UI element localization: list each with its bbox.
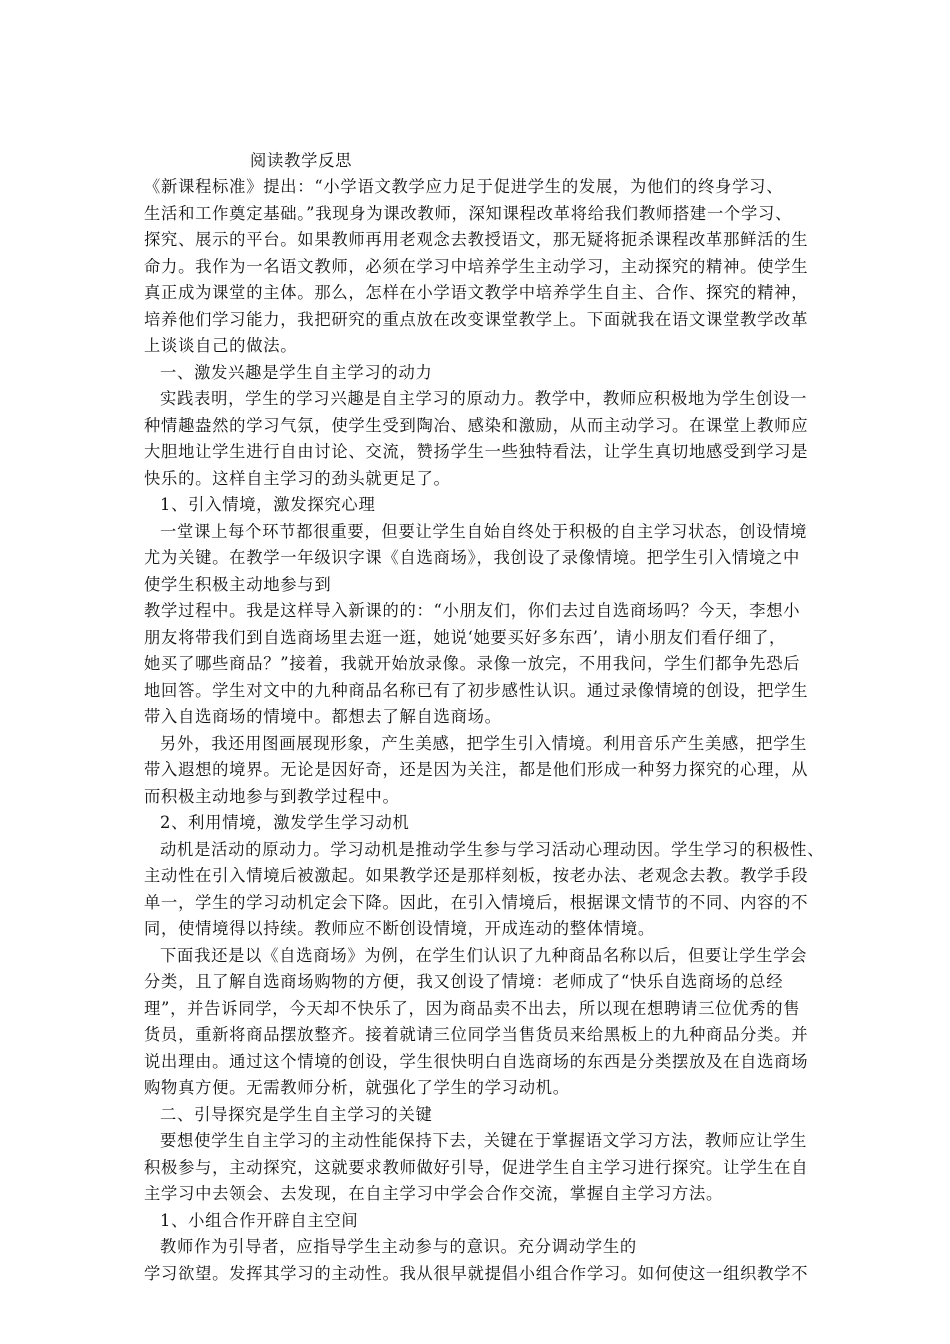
- paragraph-line: 带入自选商场的情境中。都想去了解自选商场。: [144, 707, 502, 726]
- paragraph-line: 学习欲望。发挥其学习的主动性。我从很早就提倡小组合作学习。如何使这一组织教学不: [144, 1264, 809, 1283]
- paragraph-line: 而积极主动地参与到教学过程中。: [144, 787, 400, 806]
- paragraph-line: 货员，重新将商品摆放整齐。接着就请三位同学当售货员来给黑板上的九种商品分类。并: [144, 1025, 809, 1044]
- paragraph-line: 一堂课上每个环节都很重要，但要让学生自始自终处于积极的自主学习状态，创设情境: [160, 522, 808, 541]
- paragraph-line: 要想使学生自主学习的主动性能保持下去，关键在于掌握语文学习方法，教师应让学生: [160, 1131, 808, 1150]
- paragraph-line: 尤为关键。在教学一年级识字课《自选商场》，我创设了录像情境。把学生引入情境之中: [144, 548, 801, 567]
- paragraph-line: 主动性在引入情境后被激起。如果教学还是那样刻板，按老办法、老观念去教。教学手段: [144, 866, 809, 885]
- paragraph-line: 真正成为课堂的主体。那么，怎样在小学语文教学中培养学生自主、合作、探究的精神，: [144, 283, 809, 302]
- paragraph-line: 理”，并告诉同学，今天却不快乐了，因为商品卖不出去，所以现在想聘请三位优秀的售: [144, 999, 801, 1018]
- paragraph-line: 使学生积极主动地参与到: [144, 575, 332, 594]
- paragraph-line: 积极参与，主动探究，这就要求教师做好引导，促进学生自主学习进行探究。让学生在自: [144, 1158, 809, 1177]
- paragraph-line: 上谈谈自己的做法。: [144, 336, 298, 355]
- paragraph-line: 单一，学生的学习动机定会下降。因此，在引入情境后，根据课文情节的不同、内容的不: [144, 893, 809, 912]
- subsection-heading: 2、利用情境，激发学生学习动机: [160, 813, 410, 832]
- subsection-heading: 1、小组合作开辟自主空间: [160, 1211, 359, 1230]
- paragraph-line: 种情趣盎然的学习气氛，使学生受到陶冶、感染和激励，从而主动学习。在课堂上教师应: [144, 416, 809, 435]
- paragraph-line: 分类，且了解自选商场购物的方便，我又创设了情境：老师成了“快乐自选商场的总经: [144, 972, 784, 991]
- paragraph-line: 下面我还是以《自选商场》为例，在学生们认识了九种商品名称以后，但要让学生学会: [160, 946, 808, 965]
- paragraph-line: 带入遐想的境界。无论是因好奇，还是因为关注，都是他们形成一种努力探究的心理，从: [144, 760, 809, 779]
- paragraph-line: 命力。我作为一名语文教师，必须在学习中培养学生主动学习，主动探究的精神。使学生: [144, 257, 809, 276]
- paragraph-line: 大胆地让学生进行自由讨论、交流，赞扬学生一些独特看法，让学生真切地感受到学习是: [144, 442, 809, 461]
- paragraph-line: 购物真方便。无需教师分析，就强化了学生的学习动机。: [144, 1078, 570, 1097]
- paragraph-line: 教师作为引导者，应指导学生主动参与的意识。充分调动学生的: [160, 1237, 637, 1256]
- section-heading: 一、激发兴趣是学生自主学习的动力: [160, 363, 433, 382]
- document-title: 阅读教学反思: [250, 151, 353, 170]
- paragraph-line: 朋友将带我们到自选商场里去逛一逛，她说‘她要买好多东西’，请小朋友们看仔细了，: [144, 628, 787, 647]
- paragraph-line: 同，使情境得以持续。教师应不断创设情境，开成连动的整体情境。: [144, 919, 655, 938]
- paragraph-line: 说出理由。通过这个情境的创设，学生很快明白自选商场的东西是分类摆放及在自选商场: [144, 1052, 809, 1071]
- paragraph-line: 生活和工作奠定基础。”我现身为课改教师，深知课程改革将给我们教师搭建一个学习、: [144, 204, 793, 223]
- paragraph-line: 教学过程中。我是这样导入新课的的：“小朋友们，你们去过自选商场吗？今天，李想小: [144, 601, 801, 620]
- section-heading: 二、引导探究是学生自主学习的关键: [160, 1105, 433, 1124]
- paragraph-line: 动机是活动的原动力。学习动机是推动学生参与学习活动心理动因。学生学习的积极性、: [160, 840, 825, 859]
- paragraph-line: 实践表明，学生的学习兴趣是自主学习的原动力。教学中，教师应积极地为学生创设一: [160, 389, 808, 408]
- paragraph-line: 她买了哪些商品？”接着，我就开始放录像。录像一放完，不用我问，学生们都争先恐后: [144, 654, 801, 673]
- paragraph-line: 地回答。学生对文中的九种商品名称已有了初步感性认识。通过录像情境的创设，把学生: [144, 681, 809, 700]
- subsection-heading: 1、引入情境，激发探究心理: [160, 495, 376, 514]
- paragraph-line: 探究、展示的平台。如果教师再用老观念去教授语文，那无疑将扼杀课程改革那鲜活的生: [144, 230, 809, 249]
- paragraph-line: 培养他们学习能力，我把研究的重点放在改变课堂教学上。下面就我在语文课堂教学改革: [144, 310, 809, 329]
- paragraph-line: 《新课程标准》提出：“小学语文教学应力足于促进学生的发展，为他们的终身学习、: [144, 177, 784, 196]
- paragraph-line: 快乐的。这样自主学习的劲头就更足了。: [144, 469, 451, 488]
- paragraph-line: 主学习中去领会、去发现，在自主学习中学会合作交流，掌握自主学习方法。: [144, 1184, 724, 1203]
- paragraph-line: 另外，我还用图画展现形象，产生美感，把学生引入情境。利用音乐产生美感，把学生: [160, 734, 808, 753]
